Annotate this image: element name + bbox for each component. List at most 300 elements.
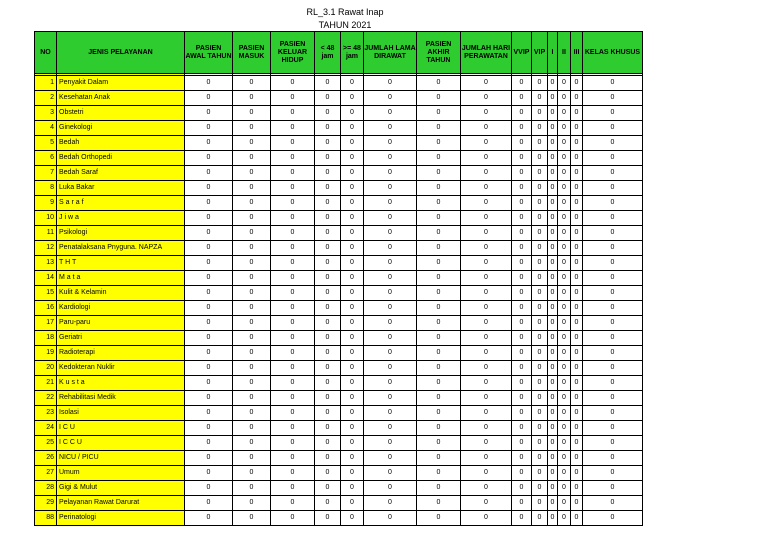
value-cell: 0	[271, 466, 315, 481]
value-cell: 0	[532, 106, 548, 121]
header-lt-48-jam: < 48 jam	[315, 32, 341, 74]
value-cell: 0	[271, 256, 315, 271]
value-cell: 0	[558, 271, 571, 286]
value-cell: 0	[571, 391, 583, 406]
value-cell: 0	[417, 511, 461, 526]
value-cell: 0	[512, 346, 532, 361]
value-cell: 0	[364, 511, 417, 526]
value-cell: 0	[532, 511, 548, 526]
value-cell: 0	[532, 241, 548, 256]
value-cell: 0	[583, 406, 643, 421]
value-cell: 0	[341, 181, 364, 196]
service-name: Ginekologi	[57, 121, 185, 136]
value-cell: 0	[233, 466, 271, 481]
value-cell: 0	[571, 76, 583, 91]
service-name: Penatalaksana Pnyguna. NAPZA	[57, 241, 185, 256]
value-cell: 0	[532, 286, 548, 301]
value-cell: 0	[571, 376, 583, 391]
row-number: 14	[35, 271, 57, 286]
row-number: 19	[35, 346, 57, 361]
value-cell: 0	[341, 406, 364, 421]
value-cell: 0	[512, 496, 532, 511]
value-cell: 0	[558, 346, 571, 361]
value-cell: 0	[341, 421, 364, 436]
value-cell: 0	[571, 481, 583, 496]
table-row	[35, 331, 643, 346]
value-cell: 0	[271, 496, 315, 511]
table-row	[35, 391, 643, 406]
value-cell: 0	[417, 316, 461, 331]
value-cell: 0	[185, 346, 233, 361]
value-cell: 0	[233, 76, 271, 91]
value-cell: 0	[315, 406, 341, 421]
value-cell: 0	[417, 361, 461, 376]
value-cell: 0	[271, 436, 315, 451]
report-title: RL_3.1 Rawat Inap	[306, 7, 384, 17]
value-cell: 0	[571, 346, 583, 361]
value-cell: 0	[558, 421, 571, 436]
header-pasien-keluar-hidup: PASIEN KELUAR HIDUP	[271, 32, 315, 74]
value-cell: 0	[341, 496, 364, 511]
value-cell: 0	[185, 91, 233, 106]
value-cell: 0	[417, 106, 461, 121]
table-row	[35, 406, 643, 421]
value-cell: 0	[417, 76, 461, 91]
value-cell: 0	[461, 331, 512, 346]
table-row	[35, 301, 643, 316]
value-cell: 0	[512, 436, 532, 451]
value-cell: 0	[461, 481, 512, 496]
value-cell: 0	[532, 211, 548, 226]
value-cell: 0	[364, 106, 417, 121]
value-cell: 0	[185, 391, 233, 406]
value-cell: 0	[571, 91, 583, 106]
value-cell: 0	[185, 421, 233, 436]
value-cell: 0	[364, 406, 417, 421]
value-cell: 0	[185, 331, 233, 346]
value-cell: 0	[583, 211, 643, 226]
value-cell: 0	[364, 286, 417, 301]
value-cell: 0	[512, 316, 532, 331]
header-kelas-ii: II	[558, 32, 571, 74]
value-cell: 0	[271, 136, 315, 151]
value-cell: 0	[532, 316, 548, 331]
value-cell: 0	[315, 196, 341, 211]
value-cell: 0	[364, 256, 417, 271]
value-cell: 0	[417, 196, 461, 211]
value-cell: 0	[558, 301, 571, 316]
table-row	[35, 481, 643, 496]
row-number: 8	[35, 181, 57, 196]
service-name: M a t a	[57, 271, 185, 286]
value-cell: 0	[461, 181, 512, 196]
value-cell: 0	[233, 211, 271, 226]
value-cell: 0	[417, 241, 461, 256]
value-cell: 0	[532, 406, 548, 421]
table-row	[35, 121, 643, 136]
value-cell: 0	[364, 166, 417, 181]
value-cell: 0	[548, 436, 558, 451]
table-row	[35, 361, 643, 376]
value-cell: 0	[558, 256, 571, 271]
value-cell: 0	[558, 226, 571, 241]
row-number: 13	[35, 256, 57, 271]
value-cell: 0	[315, 316, 341, 331]
value-cell: 0	[548, 271, 558, 286]
row-number: 29	[35, 496, 57, 511]
value-cell: 0	[233, 421, 271, 436]
value-cell: 0	[571, 496, 583, 511]
table-row	[35, 181, 643, 196]
service-name: Kulit & Kelamin	[57, 286, 185, 301]
value-cell: 0	[558, 136, 571, 151]
value-cell: 0	[548, 421, 558, 436]
value-cell: 0	[558, 211, 571, 226]
value-cell: 0	[271, 406, 315, 421]
value-cell: 0	[185, 166, 233, 181]
value-cell: 0	[558, 391, 571, 406]
table-row	[35, 241, 643, 256]
service-name: Umum	[57, 466, 185, 481]
service-name: Paru-paru	[57, 316, 185, 331]
value-cell: 0	[185, 76, 233, 91]
value-cell: 0	[315, 271, 341, 286]
table-row	[35, 421, 643, 436]
service-name: Luka Bakar	[57, 181, 185, 196]
value-cell: 0	[571, 106, 583, 121]
value-cell: 0	[185, 271, 233, 286]
row-number: 20	[35, 361, 57, 376]
table-row	[35, 106, 643, 121]
service-name: S a r a f	[57, 196, 185, 211]
value-cell: 0	[233, 226, 271, 241]
value-cell: 0	[512, 331, 532, 346]
value-cell: 0	[233, 151, 271, 166]
value-cell: 0	[532, 226, 548, 241]
value-cell: 0	[548, 256, 558, 271]
value-cell: 0	[583, 241, 643, 256]
value-cell: 0	[417, 151, 461, 166]
value-cell: 0	[315, 391, 341, 406]
value-cell: 0	[341, 166, 364, 181]
row-number: 4	[35, 121, 57, 136]
service-name: Isolasi	[57, 406, 185, 421]
value-cell: 0	[532, 331, 548, 346]
service-name: T H T	[57, 256, 185, 271]
value-cell: 0	[341, 211, 364, 226]
value-cell: 0	[417, 121, 461, 136]
value-cell: 0	[512, 76, 532, 91]
value-cell: 0	[364, 316, 417, 331]
value-cell: 0	[233, 451, 271, 466]
value-cell: 0	[571, 136, 583, 151]
value-cell: 0	[185, 316, 233, 331]
value-cell: 0	[417, 91, 461, 106]
service-name: Kesehatan Anak	[57, 91, 185, 106]
service-name: Kardiologi	[57, 301, 185, 316]
row-number: 15	[35, 286, 57, 301]
value-cell: 0	[558, 481, 571, 496]
value-cell: 0	[461, 436, 512, 451]
value-cell: 0	[315, 466, 341, 481]
value-cell: 0	[364, 76, 417, 91]
value-cell: 0	[571, 436, 583, 451]
value-cell: 0	[548, 331, 558, 346]
value-cell: 0	[364, 331, 417, 346]
value-cell: 0	[461, 301, 512, 316]
value-cell: 0	[548, 466, 558, 481]
header-no: NO	[35, 32, 57, 74]
value-cell: 0	[315, 436, 341, 451]
value-cell: 0	[341, 271, 364, 286]
value-cell: 0	[512, 391, 532, 406]
row-number: 1	[35, 76, 57, 91]
value-cell: 0	[417, 136, 461, 151]
value-cell: 0	[233, 166, 271, 181]
value-cell: 0	[233, 511, 271, 526]
value-cell: 0	[185, 376, 233, 391]
value-cell: 0	[417, 451, 461, 466]
value-cell: 0	[271, 391, 315, 406]
value-cell: 0	[532, 121, 548, 136]
table-row	[35, 196, 643, 211]
value-cell: 0	[271, 241, 315, 256]
value-cell: 0	[461, 451, 512, 466]
value-cell: 0	[558, 406, 571, 421]
value-cell: 0	[532, 466, 548, 481]
value-cell: 0	[185, 466, 233, 481]
value-cell: 0	[532, 481, 548, 496]
value-cell: 0	[512, 91, 532, 106]
value-cell: 0	[417, 376, 461, 391]
value-cell: 0	[364, 181, 417, 196]
value-cell: 0	[532, 136, 548, 151]
row-number: 27	[35, 466, 57, 481]
value-cell: 0	[364, 481, 417, 496]
value-cell: 0	[417, 226, 461, 241]
value-cell: 0	[548, 286, 558, 301]
value-cell: 0	[558, 451, 571, 466]
value-cell: 0	[532, 436, 548, 451]
value-cell: 0	[315, 211, 341, 226]
value-cell: 0	[185, 451, 233, 466]
value-cell: 0	[364, 301, 417, 316]
value-cell: 0	[532, 376, 548, 391]
value-cell: 0	[548, 496, 558, 511]
value-cell: 0	[512, 181, 532, 196]
row-number: 26	[35, 451, 57, 466]
value-cell: 0	[532, 451, 548, 466]
value-cell: 0	[364, 376, 417, 391]
value-cell: 0	[548, 406, 558, 421]
value-cell: 0	[512, 226, 532, 241]
value-cell: 0	[512, 211, 532, 226]
service-name: Obstetri	[57, 106, 185, 121]
value-cell: 0	[417, 181, 461, 196]
value-cell: 0	[461, 196, 512, 211]
value-cell: 0	[571, 511, 583, 526]
value-cell: 0	[532, 196, 548, 211]
value-cell: 0	[512, 271, 532, 286]
value-cell: 0	[185, 481, 233, 496]
value-cell: 0	[571, 286, 583, 301]
value-cell: 0	[558, 181, 571, 196]
value-cell: 0	[512, 256, 532, 271]
table-body	[35, 74, 643, 526]
value-cell: 0	[315, 511, 341, 526]
value-cell: 0	[532, 496, 548, 511]
row-number: 9	[35, 196, 57, 211]
value-cell: 0	[583, 226, 643, 241]
value-cell: 0	[364, 196, 417, 211]
header-kelas-khusus: KELAS KHUSUS	[583, 32, 643, 74]
value-cell: 0	[558, 241, 571, 256]
value-cell: 0	[233, 346, 271, 361]
row-number: 22	[35, 391, 57, 406]
table-row	[35, 436, 643, 451]
value-cell: 0	[583, 376, 643, 391]
value-cell: 0	[271, 346, 315, 361]
value-cell: 0	[233, 196, 271, 211]
value-cell: 0	[271, 451, 315, 466]
value-cell: 0	[417, 391, 461, 406]
table-row	[35, 346, 643, 361]
value-cell: 0	[364, 466, 417, 481]
value-cell: 0	[571, 316, 583, 331]
value-cell: 0	[315, 106, 341, 121]
value-cell: 0	[341, 511, 364, 526]
value-cell: 0	[185, 181, 233, 196]
value-cell: 0	[461, 391, 512, 406]
value-cell: 0	[558, 121, 571, 136]
value-cell: 0	[532, 301, 548, 316]
value-cell: 0	[185, 301, 233, 316]
service-name: Rehabilitasi Medik	[57, 391, 185, 406]
value-cell: 0	[558, 151, 571, 166]
service-name: K u s t a	[57, 376, 185, 391]
value-cell: 0	[461, 286, 512, 301]
value-cell: 0	[341, 151, 364, 166]
value-cell: 0	[461, 466, 512, 481]
value-cell: 0	[417, 331, 461, 346]
table-row	[35, 76, 643, 91]
value-cell: 0	[271, 286, 315, 301]
value-cell: 0	[315, 166, 341, 181]
table-row	[35, 496, 643, 511]
value-cell: 0	[185, 121, 233, 136]
value-cell: 0	[233, 391, 271, 406]
service-name: Kedokteran Nuklir	[57, 361, 185, 376]
value-cell: 0	[233, 91, 271, 106]
value-cell: 0	[341, 316, 364, 331]
value-cell: 0	[558, 106, 571, 121]
value-cell: 0	[461, 76, 512, 91]
value-cell: 0	[364, 346, 417, 361]
value-cell: 0	[315, 301, 341, 316]
value-cell: 0	[532, 271, 548, 286]
value-cell: 0	[461, 346, 512, 361]
value-cell: 0	[315, 136, 341, 151]
value-cell: 0	[548, 211, 558, 226]
value-cell: 0	[512, 196, 532, 211]
table-row	[35, 451, 643, 466]
value-cell: 0	[271, 376, 315, 391]
service-name: I C C U	[57, 436, 185, 451]
value-cell: 0	[233, 406, 271, 421]
value-cell: 0	[364, 241, 417, 256]
value-cell: 0	[364, 361, 417, 376]
value-cell: 0	[315, 286, 341, 301]
value-cell: 0	[271, 316, 315, 331]
value-cell: 0	[548, 361, 558, 376]
value-cell: 0	[461, 226, 512, 241]
value-cell: 0	[583, 436, 643, 451]
service-name: Bedah Orthopedi	[57, 151, 185, 166]
service-name: NICU / PICU	[57, 451, 185, 466]
value-cell: 0	[571, 331, 583, 346]
value-cell: 0	[558, 166, 571, 181]
service-name: Gigi & Mulut	[57, 481, 185, 496]
value-cell: 0	[185, 511, 233, 526]
value-cell: 0	[548, 91, 558, 106]
value-cell: 0	[571, 361, 583, 376]
table-row	[35, 511, 643, 526]
value-cell: 0	[583, 271, 643, 286]
value-cell: 0	[315, 481, 341, 496]
value-cell: 0	[461, 496, 512, 511]
value-cell: 0	[271, 331, 315, 346]
value-cell: 0	[341, 256, 364, 271]
value-cell: 0	[364, 136, 417, 151]
value-cell: 0	[315, 91, 341, 106]
header-jenis-pelayanan: JENIS PELAYANAN	[57, 32, 185, 74]
value-cell: 0	[233, 496, 271, 511]
value-cell: 0	[583, 286, 643, 301]
value-cell: 0	[417, 421, 461, 436]
value-cell: 0	[233, 436, 271, 451]
value-cell: 0	[185, 436, 233, 451]
value-cell: 0	[558, 496, 571, 511]
value-cell: 0	[185, 106, 233, 121]
value-cell: 0	[558, 76, 571, 91]
header-jumlah-hari-perawatan: JUMLAH HARI PERAWATAN	[461, 32, 512, 74]
value-cell: 0	[341, 481, 364, 496]
value-cell: 0	[315, 496, 341, 511]
inpatient-table	[34, 31, 643, 526]
row-number: 24	[35, 421, 57, 436]
value-cell: 0	[512, 301, 532, 316]
value-cell: 0	[185, 211, 233, 226]
value-cell: 0	[233, 301, 271, 316]
value-cell: 0	[417, 271, 461, 286]
value-cell: 0	[548, 226, 558, 241]
value-cell: 0	[417, 256, 461, 271]
value-cell: 0	[583, 91, 643, 106]
value-cell: 0	[461, 106, 512, 121]
value-cell: 0	[315, 376, 341, 391]
header-pasien-awal-tahun: PASIEN AWAL TAHUN	[185, 32, 233, 74]
value-cell: 0	[548, 376, 558, 391]
value-cell: 0	[548, 181, 558, 196]
value-cell: 0	[558, 376, 571, 391]
value-cell: 0	[583, 121, 643, 136]
value-cell: 0	[271, 91, 315, 106]
value-cell: 0	[532, 151, 548, 166]
value-cell: 0	[532, 361, 548, 376]
value-cell: 0	[341, 361, 364, 376]
header-vip: VIP	[532, 32, 548, 74]
value-cell: 0	[548, 151, 558, 166]
